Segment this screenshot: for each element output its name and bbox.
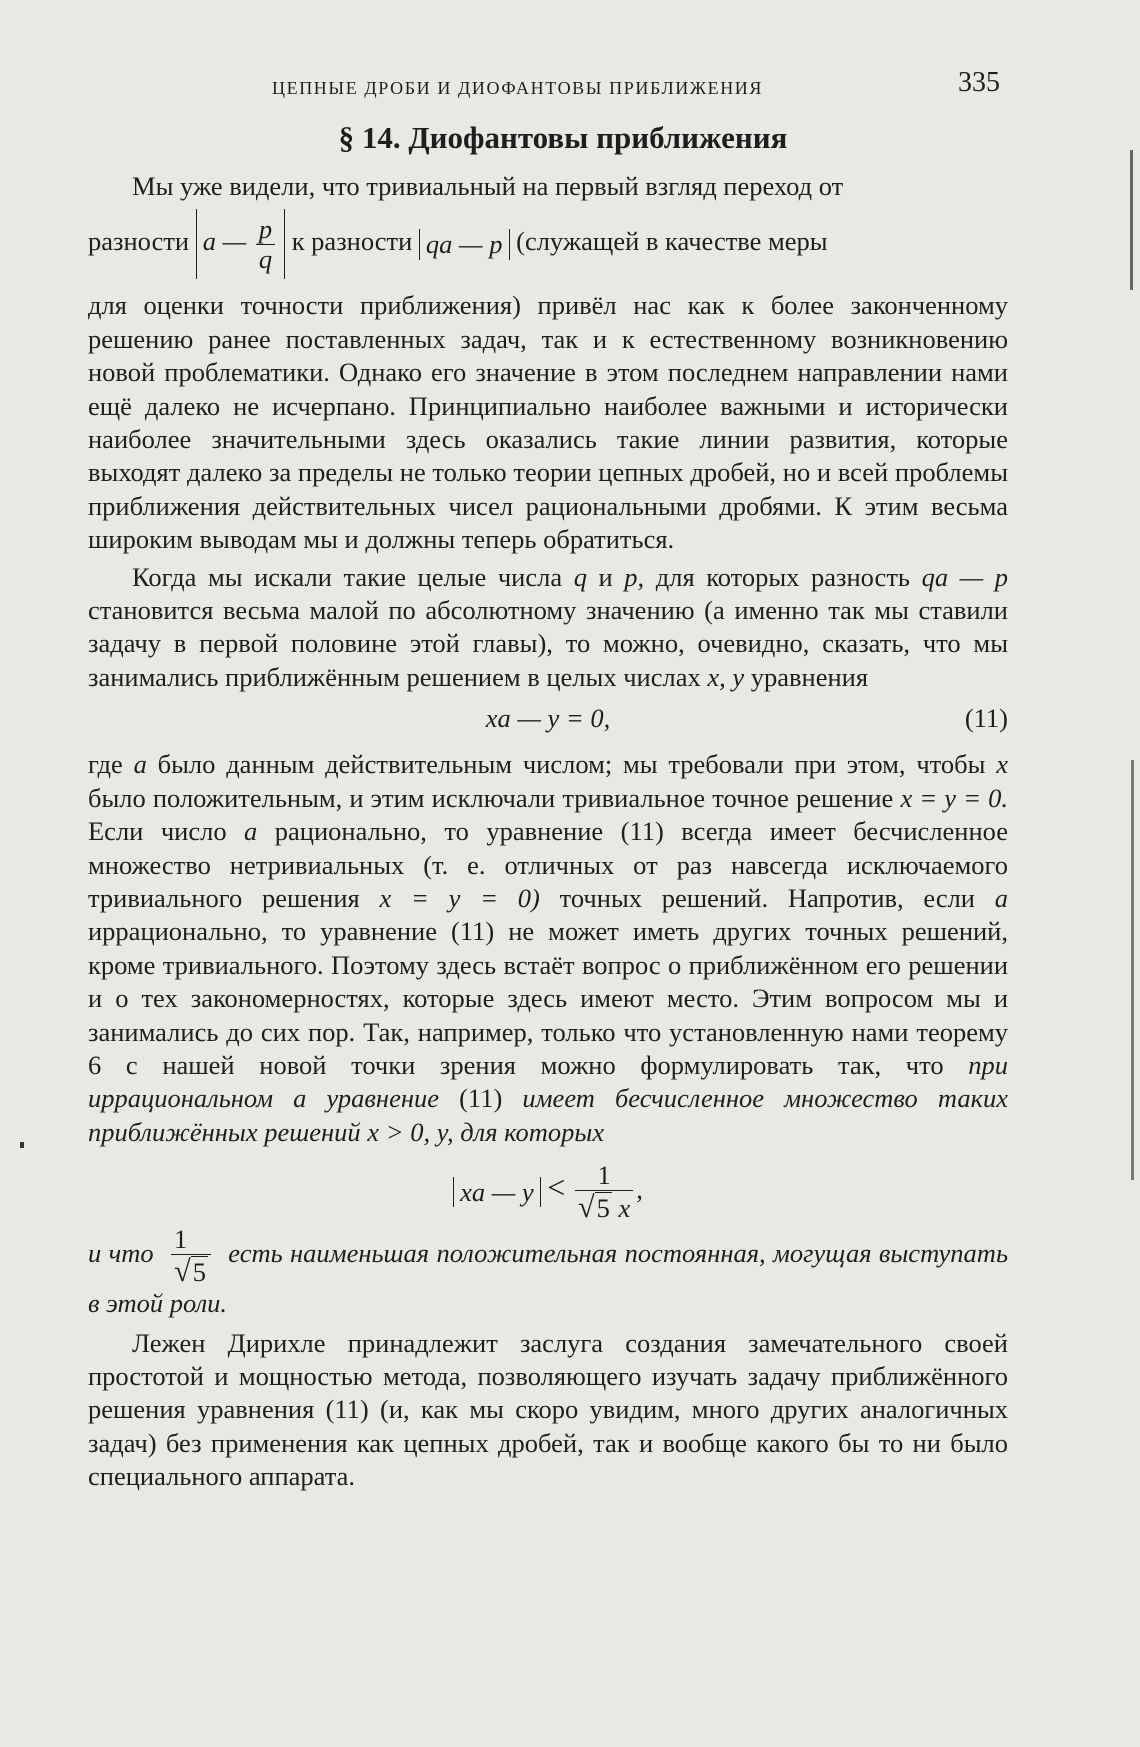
text-fragment: Когда мы искали такие целые числа xyxy=(132,561,563,592)
math-fragment: a xyxy=(994,882,1009,913)
equation-reference: (11) xyxy=(459,1083,503,1114)
fraction-numerator: 1 xyxy=(171,1225,211,1255)
math-fragment: x = y = 0. xyxy=(900,782,1008,813)
text-fragment: рационально, то уравнение (11) всегда имеет бесчисленное множество нетривиальных (т. е. отличных от раз навсегда исключаемого тривиального решения xyxy=(88,816,1009,913)
italic-text: и что xyxy=(88,1238,154,1269)
abs-value-expression xyxy=(196,209,285,279)
math-fragment: qa — p xyxy=(921,561,1009,592)
math-fragment: a xyxy=(244,816,258,847)
math-p: p, xyxy=(624,561,645,592)
sqrt-icon: √ xyxy=(173,1253,191,1288)
text-fragment: разности xyxy=(88,226,190,257)
text-fragment: иррационально, то уравнение (11) не может иметь других точных решений, кроме тривиального. Поэтому здесь встаёт вопрос о приближённом его решении и о тех закономерностях, которые здесь имеют место. Этим вопросом мы и занимались до сих пор. Так, например, только что установленную нами теорему 6 с нашей новой точки зрения можно формулировать так, что xyxy=(88,916,1008,1080)
fraction-denominator: q xyxy=(258,243,273,274)
math-fragment: xa — y xyxy=(460,1176,534,1207)
paragraph-1-line-1: Мы уже видели, что тривиальный на первый взгляд переход от xyxy=(132,171,844,201)
fraction-one-over-sqrt5 xyxy=(171,1225,211,1287)
math-fragment: a xyxy=(133,749,147,780)
sqrt-expression xyxy=(577,1189,612,1224)
margin-speck xyxy=(20,1142,24,1148)
fraction-numerator: 1 xyxy=(575,1161,633,1191)
paragraph-2 xyxy=(88,561,1008,695)
text-fragment: становится весьма малой по абсолютному значению (а именно так мы ставили задачу в первой половине этой главы), то можно, очевидно, сказать, что мы занимались приближённым решением в целых числах xyxy=(88,595,1008,692)
text-fragment: Если число xyxy=(88,816,227,847)
equation-expression: xa — y = 0, xyxy=(485,703,611,734)
fraction-denominator xyxy=(171,1255,211,1287)
section-title: § 14. Диофантовы приближения xyxy=(338,120,788,155)
text-fragment: уравнения xyxy=(750,661,869,692)
math-fragment: x = y = 0) xyxy=(379,882,540,913)
running-head-title: ЦЕПНЫЕ ДРОБИ И ДИОФАНТОВЫ ПРИБЛИЖЕНИЯ xyxy=(272,78,763,98)
math-fragment: x, y xyxy=(707,661,745,692)
italic-text: есть наименьшая положительная постоянная, могущая выступать в этой роли. xyxy=(88,1238,1009,1319)
paragraph-1-formula-line xyxy=(88,209,1008,279)
text-fragment: где xyxy=(88,749,123,780)
text-fragment: для которых разность xyxy=(655,561,910,592)
text-fragment: к разности xyxy=(291,226,413,257)
paragraph-3 xyxy=(88,748,1008,1149)
fraction-numerator: p xyxy=(256,215,275,245)
text-fragment: было данным действительным числом; мы требовали при этом, чтобы xyxy=(157,749,986,780)
text-fragment: точных решений. Напротив, если xyxy=(559,882,975,913)
abs-value-expression xyxy=(419,229,510,260)
paragraph-5: Лежен Дирихле принадлежит заслуга создания замечательного своей простотой и мощностью метода, позволяющего изучать задачу приближённого решения уравнения (11) (и, как мы скоро увидим, много других аналогичных задач) без применения как цепных дробей, так и вообще какого бы то ни было специального аппарата. xyxy=(88,1327,1008,1492)
italic-statement: при иррациональном a уравнение xyxy=(88,1049,1008,1114)
radicand: 5 xyxy=(596,1192,610,1223)
page-edge-mark xyxy=(1130,150,1133,290)
text-fragment: и xyxy=(598,561,613,592)
fraction-p-over-q xyxy=(256,215,275,273)
page-number: 335 xyxy=(958,67,1000,98)
running-head xyxy=(88,62,1008,102)
paragraph-4 xyxy=(88,1225,1008,1320)
text-fragment: было положительным, и этим исключали тривиальное точное решение xyxy=(88,782,894,813)
fraction-one-over-sqrt5x xyxy=(575,1161,633,1223)
math-q: q xyxy=(573,561,587,592)
math-fragment: qa — p xyxy=(425,229,503,260)
math-fragment: a — xyxy=(202,226,247,257)
book-page xyxy=(88,62,1008,1494)
equation-11 xyxy=(88,696,1008,740)
inequality-display xyxy=(88,1157,1008,1224)
italic-statement: имеет бесчисленное множество таких приближённых решений x > 0, y, для которых xyxy=(88,1083,1009,1147)
math-x: x xyxy=(618,1192,631,1223)
sqrt-expression xyxy=(173,1253,208,1288)
text-fragment: (служащей в качестве меры xyxy=(516,226,828,257)
page-edge-mark xyxy=(1131,760,1134,1180)
less-than-sign: < xyxy=(547,1170,566,1206)
abs-value-expression xyxy=(453,1177,541,1208)
punctuation: , xyxy=(636,1174,643,1205)
fraction-denominator xyxy=(575,1191,633,1223)
radicand: 5 xyxy=(192,1256,206,1287)
paragraph-1-body: для оценки точности приближения) привёл нас как к более законченному решению ранее поставленных задач, так и к естественному возникновению новой проблематики. Однако его значение в этом последнем направлении нами ещё далеко не исчерпано. Принципиально наиболее важными и исторически наиболее значительными здесь оказались такие линии развития, которые выходят далеко за пределы не только теории цепных дробей, но и всей проблемы приближения действительных чисел рациональными дробями. К этим весьма широким выводам мы и должны теперь обратиться. xyxy=(88,290,1008,555)
math-fragment: x xyxy=(996,749,1008,780)
equation-number: (11) xyxy=(964,703,1008,734)
sqrt-icon: √ xyxy=(577,1189,595,1224)
